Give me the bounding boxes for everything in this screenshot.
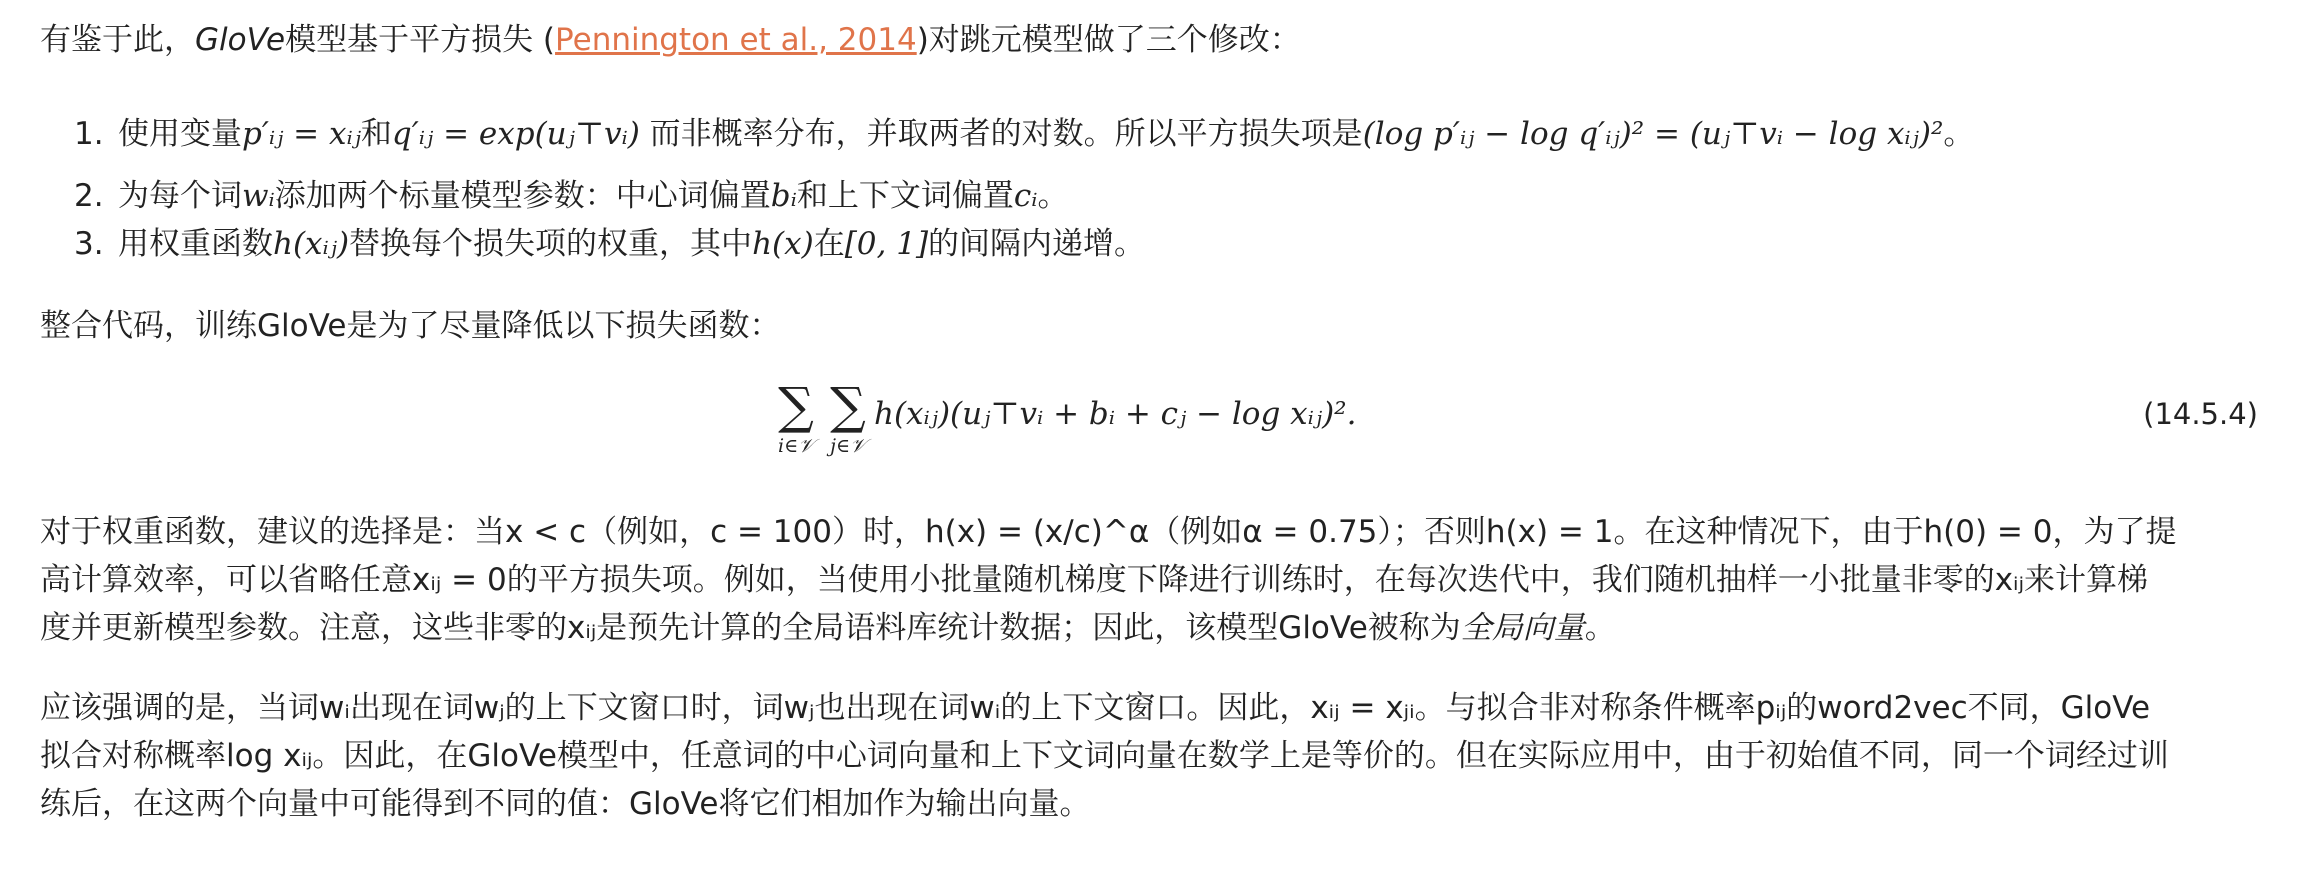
equation-number: (14.5.4) [2143,397,2258,431]
equation-body [770,378,1356,458]
loss-intro-paragraph: 整合代码，训练GloVe是为了尽量降低以下损失函数： [40,308,781,344]
math-inline: [0, 1] [844,226,929,262]
math-inline: bᵢ [770,178,797,214]
math-inline: h(xᵢⱼ) [273,226,350,262]
weight-function-paragraph [40,508,2176,652]
list-text: 和上下文词偏置 [796,178,1014,214]
intro-paragraph [40,16,1301,64]
list-number: 1. [74,116,104,152]
list-text: 和 [360,116,392,152]
symmetry-paragraph [40,684,2169,828]
modification-list [40,110,1974,268]
paragraph-line: 应该强调的是，当词wᵢ出现在词wⱼ的上下文窗口时，词wⱼ也出现在词wᵢ的上下文窗口。因此，xᵢⱼ = xⱼᵢ。与拟合非对称条件概率pᵢⱼ的word2vec不同，GloVe [40,690,2151,726]
list-text: 的间隔内递增。 [928,226,1146,262]
math-inline: h(x) [752,226,814,262]
loss-equation [40,378,2276,478]
paragraph-line: 拟合对称概率log xᵢⱼ。因此，在GloVe模型中，任意词的中心词向量和上下文词向量在数学上是等价的。但在实际应用中，由于初始值不同，同一个词经过训 [40,738,2169,774]
list-number: 3. [74,226,104,262]
list-item [40,172,1974,220]
paragraph-line [40,604,2176,652]
math-inline: (log p′ᵢⱼ − log q′ᵢⱼ)² = (uⱼ⊤vᵢ − log xᵢⱼ)² [1362,116,1944,152]
list-text: 。 [1037,178,1069,214]
intro-middle: 模型基于平方损失 ( [285,22,556,58]
list-text: 而非概率分布，并取两者的对数。所以平方损失项是 [639,116,1363,152]
document-page [40,0,2276,870]
sum-index: j∈𝒱 [830,435,866,457]
emphasis-text: 全局向量 [1460,610,1585,646]
sum-index: i∈𝒱 [778,435,814,457]
list-text: 在 [813,226,845,262]
list-text: 添加两个标量模型参数：中心词偏置 [274,178,771,214]
math-inline: wᵢ [242,178,275,214]
list-item [40,220,1974,268]
sum-operator [770,378,822,458]
list-text: 。 [1943,116,1975,152]
list-item [40,110,1974,172]
list-number: 2. [74,178,104,214]
paragraph-line: 练后，在这两个向量中可能得到不同的值：GloVe将它们相加作为输出向量。 [40,786,1091,822]
intro-glove-italic: GloVe [195,22,286,58]
math-inline: q′ᵢⱼ = exp(uⱼ⊤vᵢ) [391,116,640,152]
list-text: 为每个词 [118,178,242,214]
line-text: 度并更新模型参数。注意，这些非零的xᵢⱼ是预先计算的全局语料库统计数据；因此，该模型GloVe被称为 [40,610,1461,646]
citation-link[interactable]: Pennington et al., 2014 [555,22,917,58]
math-inline: cᵢ [1013,178,1038,214]
list-text: 替换每个损失项的权重，其中 [349,226,753,262]
paragraph-line: 对于权重函数，建议的选择是：当x < c（例如，c = 100）时，h(x) = (x/c)^α（例如α = 0.75）；否则h(x) = 1。在这种情况下，由于h(0) = 0，为了提 [40,514,2177,550]
sum-operator [822,378,874,458]
math-inline: p′ᵢⱼ = xᵢⱼ [242,116,361,152]
sum-symbol: ∑ [830,377,866,435]
line-text: 。 [1584,610,1616,646]
sum-symbol: ∑ [778,377,814,435]
paragraph-line: 高计算效率，可以省略任意xᵢⱼ = 0的平方损失项。例如，当使用小批量随机梯度下降进行训练时，在每次迭代中，我们随机抽样一小批量非零的xᵢⱼ来计算梯 [40,562,2149,598]
intro-suffix: )对跳元模型做了三个修改： [916,22,1301,58]
list-text: 使用变量 [118,116,242,152]
list-text: 用权重函数 [118,226,273,262]
equation-expression: h(xᵢⱼ)(uⱼ⊤vᵢ + bᵢ + cⱼ − log xᵢⱼ)². [874,396,1357,432]
intro-prefix: 有鉴于此， [40,22,195,58]
